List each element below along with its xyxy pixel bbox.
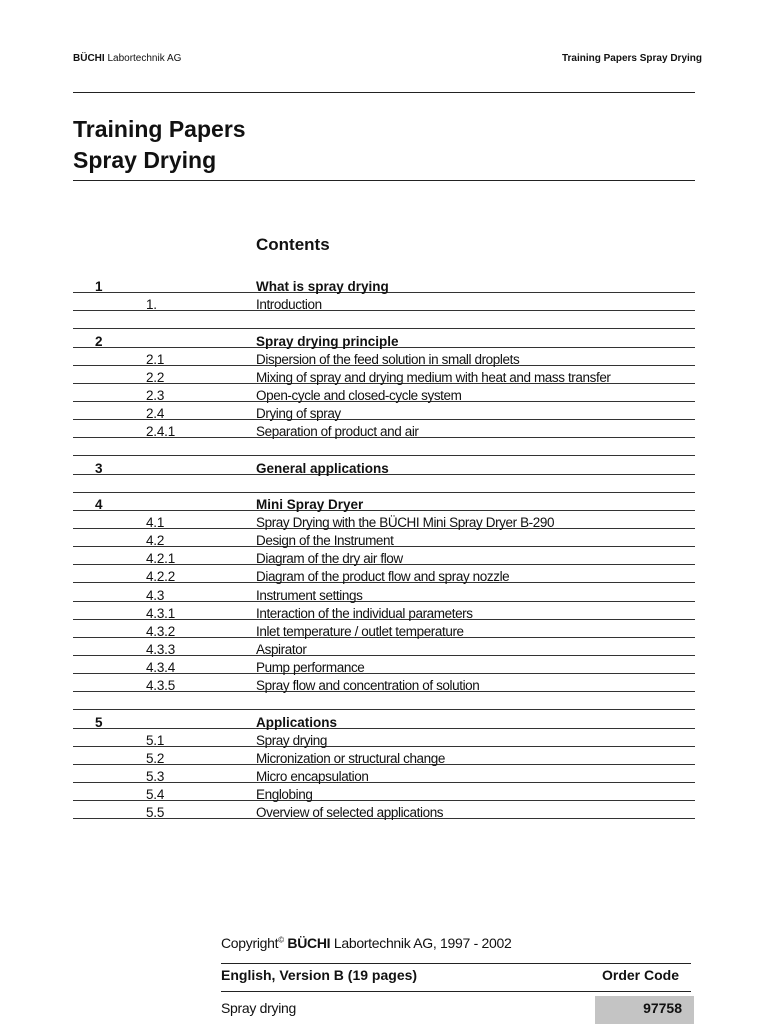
footer-rule-bottom bbox=[221, 991, 691, 992]
toc-chapter-row bbox=[73, 710, 695, 728]
toc-title: Pump performance bbox=[256, 660, 365, 676]
toc-title: Micronization or structural change bbox=[256, 750, 445, 766]
toc-title: What is spray drying bbox=[256, 279, 389, 295]
header-company-brand: BÜCHI bbox=[73, 53, 105, 64]
toc-chapter-row bbox=[73, 275, 695, 293]
toc-number: 4 bbox=[95, 496, 103, 512]
copyright-notice bbox=[221, 935, 511, 951]
header-company-suffix: Labortechnik AG bbox=[104, 53, 182, 64]
toc-number: 5.3 bbox=[146, 768, 165, 784]
toc-title: Diagram of the product flow and spray nozzle bbox=[256, 569, 510, 585]
toc-title: Instrument settings bbox=[256, 587, 363, 603]
toc-number: 1. bbox=[146, 297, 157, 313]
toc-title: Dispersion of the feed solution in small droplets bbox=[256, 351, 520, 367]
toc-title: Mini Spray Dryer bbox=[256, 496, 364, 512]
toc-number: 4.2 bbox=[146, 533, 165, 549]
toc-number: 4.3.1 bbox=[146, 605, 176, 621]
toc-number: 2.4 bbox=[146, 406, 165, 422]
toc-chapter-row bbox=[73, 456, 695, 474]
toc-title: Design of the Instrument bbox=[256, 533, 394, 549]
toc-title: Spray Drying with the BÜCHI Mini Spray Dryer B-290 bbox=[256, 514, 555, 530]
order-code-box bbox=[595, 996, 694, 1024]
document-subject: Spray drying bbox=[221, 1000, 296, 1016]
copyright-symbol: © bbox=[278, 935, 284, 945]
title-rule bbox=[73, 180, 695, 181]
toc-title: Introduction bbox=[256, 297, 322, 313]
toc-item-row bbox=[73, 565, 695, 583]
toc-title: Mixing of spray and drying medium with heat and mass transfer bbox=[256, 369, 611, 385]
toc-item-row bbox=[73, 747, 695, 765]
toc-title: Applications bbox=[256, 714, 338, 730]
toc-title: General applications bbox=[256, 460, 389, 476]
toc-item-row bbox=[73, 348, 695, 366]
toc-number: 5 bbox=[95, 714, 103, 730]
toc-number: 5.1 bbox=[146, 732, 165, 748]
toc-item-row bbox=[73, 638, 695, 656]
toc-chapter-row bbox=[73, 493, 695, 511]
toc-item-row bbox=[73, 620, 695, 638]
toc-item-row bbox=[73, 420, 695, 438]
toc-number: 3 bbox=[95, 460, 103, 476]
copyright-prefix: Copyright bbox=[221, 935, 279, 951]
page-title-line-1: Training Papers bbox=[73, 116, 246, 142]
toc-number: 5.4 bbox=[146, 787, 165, 803]
toc-item-row bbox=[73, 384, 695, 402]
toc-item-row bbox=[73, 656, 695, 674]
toc-item-row bbox=[73, 729, 695, 747]
toc-title: Inlet temperature / outlet temperature bbox=[256, 623, 464, 639]
toc-title: Diagram of the dry air flow bbox=[256, 551, 403, 567]
toc-title: Spray drying bbox=[256, 732, 327, 748]
toc-number: 4.2.2 bbox=[146, 569, 176, 585]
toc-number: 4.3.4 bbox=[146, 660, 176, 676]
order-code-value: 97758 bbox=[643, 1000, 682, 1016]
order-code-label: Order Code bbox=[601, 967, 679, 983]
contents-heading: Contents bbox=[256, 235, 330, 254]
toc-title: Spray flow and concentration of solution bbox=[256, 678, 480, 694]
header-document-title: Training Papers Spray Drying bbox=[561, 53, 702, 64]
toc-title: Drying of spray bbox=[256, 406, 341, 422]
page-title-line-2: Spray Drying bbox=[73, 147, 217, 173]
toc-number: 2.1 bbox=[146, 351, 165, 367]
toc-number: 4.3.2 bbox=[146, 623, 176, 639]
toc-item-row bbox=[73, 529, 695, 547]
toc-title: Spray drying principle bbox=[256, 333, 399, 349]
toc-item-row bbox=[73, 511, 695, 529]
version-info: English, Version B (19 pages) bbox=[221, 967, 418, 983]
toc-item-row bbox=[73, 674, 695, 692]
page-title bbox=[73, 114, 246, 176]
toc-number: 5.5 bbox=[146, 805, 165, 821]
toc-item-row bbox=[73, 583, 695, 601]
toc-number: 1 bbox=[95, 279, 103, 295]
toc-number: 2.4.1 bbox=[146, 424, 176, 440]
toc-item-row bbox=[73, 366, 695, 384]
toc-title: Open-cycle and closed-cycle system bbox=[256, 387, 462, 403]
footer-rule-top bbox=[221, 963, 691, 964]
toc-title: Interaction of the individual parameters bbox=[256, 605, 473, 621]
toc-number: 4.2.1 bbox=[146, 551, 176, 567]
toc-title: Englobing bbox=[256, 787, 313, 803]
toc-chapter-row bbox=[73, 329, 695, 347]
toc-number: 4.3.5 bbox=[146, 678, 176, 694]
header-company bbox=[73, 53, 181, 64]
toc-item-row bbox=[73, 783, 695, 801]
toc-spacer-row bbox=[73, 475, 695, 493]
copyright-suffix: Labortechnik AG, 1997 - 2002 bbox=[330, 935, 512, 951]
toc-title: Overview of selected applications bbox=[256, 805, 444, 821]
toc-number: 5.2 bbox=[146, 750, 165, 766]
copyright-brand: BÜCHI bbox=[287, 935, 331, 951]
toc-number: 2.3 bbox=[146, 387, 165, 403]
toc-title: Micro encapsulation bbox=[256, 768, 369, 784]
toc-item-row bbox=[73, 547, 695, 565]
toc-spacer-row bbox=[73, 311, 695, 329]
header-rule bbox=[73, 92, 695, 93]
toc-spacer-row bbox=[73, 438, 695, 456]
toc-number: 4.3 bbox=[146, 587, 165, 603]
toc-number: 4.3.3 bbox=[146, 641, 176, 657]
toc-item-row bbox=[73, 402, 695, 420]
toc-number: 2 bbox=[95, 333, 103, 349]
toc-number: 4.1 bbox=[146, 514, 165, 530]
table-of-contents bbox=[73, 275, 695, 819]
toc-item-row bbox=[73, 801, 695, 819]
toc-item-row bbox=[73, 293, 695, 311]
toc-spacer-row bbox=[73, 692, 695, 710]
toc-item-row bbox=[73, 765, 695, 783]
toc-number: 2.2 bbox=[146, 369, 165, 385]
toc-item-row bbox=[73, 602, 695, 620]
toc-title: Separation of product and air bbox=[256, 424, 419, 440]
toc-title: Aspirator bbox=[256, 641, 307, 657]
